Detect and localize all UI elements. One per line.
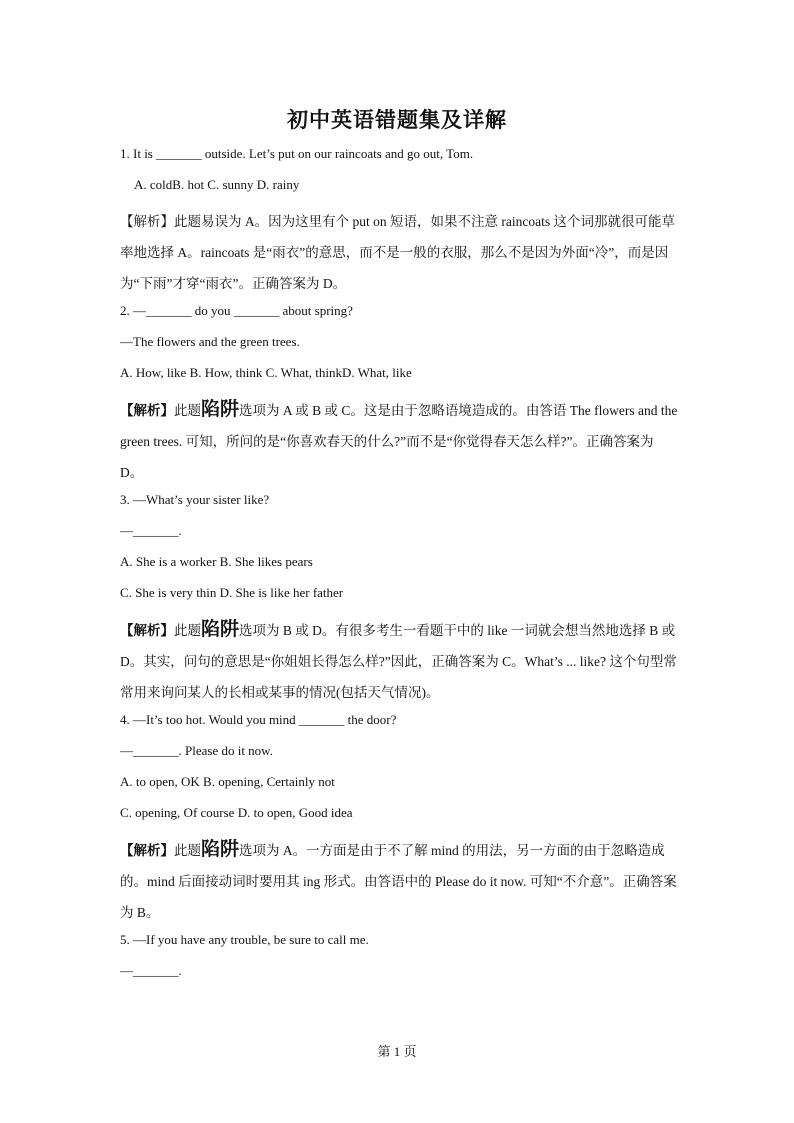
question-5-stem: 5. —If you have any trouble, be sure to call me. <box>120 932 369 947</box>
analysis-tag: 【解析】 <box>120 843 174 858</box>
question-4-analysis <box>120 834 680 928</box>
analysis-text-pre: 此题 <box>174 623 201 638</box>
question-1-stem: 1. It is _______ outside. Let’s put on our raincoats and go out, Tom. <box>120 146 474 161</box>
question-4-stem: 4. —It’s too hot. Would you mind _______ the door? <box>120 712 397 727</box>
analysis-text-pre: 此题 <box>174 843 201 858</box>
question-4-options-2: C. opening, Of course D. to open, Good idea <box>120 805 353 820</box>
question-2-options: A. How, like B. How, think C. What, thinkD. What, like <box>120 365 412 380</box>
question-4-reply: —_______. Please do it now. <box>120 743 273 758</box>
analysis-trap-word: 陷阱 <box>201 399 240 420</box>
page-title: 初中英语错题集及详解 <box>287 108 507 132</box>
question-3-options-2: C. She is very thin D. She is like her father <box>120 585 344 600</box>
question-3-analysis <box>120 614 680 708</box>
analysis-trap-word: 陷阱 <box>201 839 240 860</box>
question-3-stem: 3. —What’s your sister like? <box>120 492 270 507</box>
page-number: 第 1 页 <box>377 1044 417 1059</box>
analysis-text-pre: 此题 <box>174 403 201 418</box>
question-2-stem: 2. —_______ do you _______ about spring? <box>120 303 353 318</box>
question-3-reply: —_______. <box>120 523 182 538</box>
question-2-reply: —The flowers and the green trees. <box>120 334 300 349</box>
content-body <box>120 144 680 992</box>
analysis-text: 选项为 A 或 B 或 C。这是由于忽略语境造成的。由答语 The flowers and the green trees. 可知，所问的是“你喜欢春天的什么?”而不是“你觉得春天怎么样?”。正确答案为 D。 <box>120 403 678 480</box>
question-2-analysis <box>120 394 680 488</box>
question-4-options-1: A. to open, OK B. opening, Certainly not <box>120 774 335 789</box>
question-5-reply: —_______. <box>120 963 182 978</box>
question-1-analysis: 【解析】此题易误为 A。因为这里有个 put on 短语，如果不注意 raincoats 这个词那就很可能草率地选择 A。raincoats 是“雨衣”的意思，而不是一般的衣服，那么不是因为外面“冷”，而是因为“下雨”才穿“雨衣”。正确答案为 D。 <box>120 214 675 291</box>
analysis-tag: 【解析】 <box>120 403 174 418</box>
analysis-text: 选项为 A。一方面是由于不了解 mind 的用法，另一方面的由于忽略造成的。mind 后面接动词时要用其 ing 形式。由答语中的 Please do it now. 可知“不介意”。正确答案为 B。 <box>120 843 677 920</box>
question-1-options: A. coldB. hot C. sunny D. rainy <box>134 177 300 192</box>
analysis-tag: 【解析】 <box>120 623 174 638</box>
analysis-trap-word: 陷阱 <box>201 619 240 640</box>
analysis-text: 选项为 B 或 D。有很多考生一看题干中的 like 一词就会想当然地选择 B 或 D。其实，问句的意思是“你姐姐长得怎么样?”因此，正确答案为 C。What’s ... like? 这个句型常常用来询问某人的长相或某事的情况(包括天气情况)。 <box>120 623 677 700</box>
question-3-options-1: A. She is a worker B. She likes pears <box>120 554 313 569</box>
